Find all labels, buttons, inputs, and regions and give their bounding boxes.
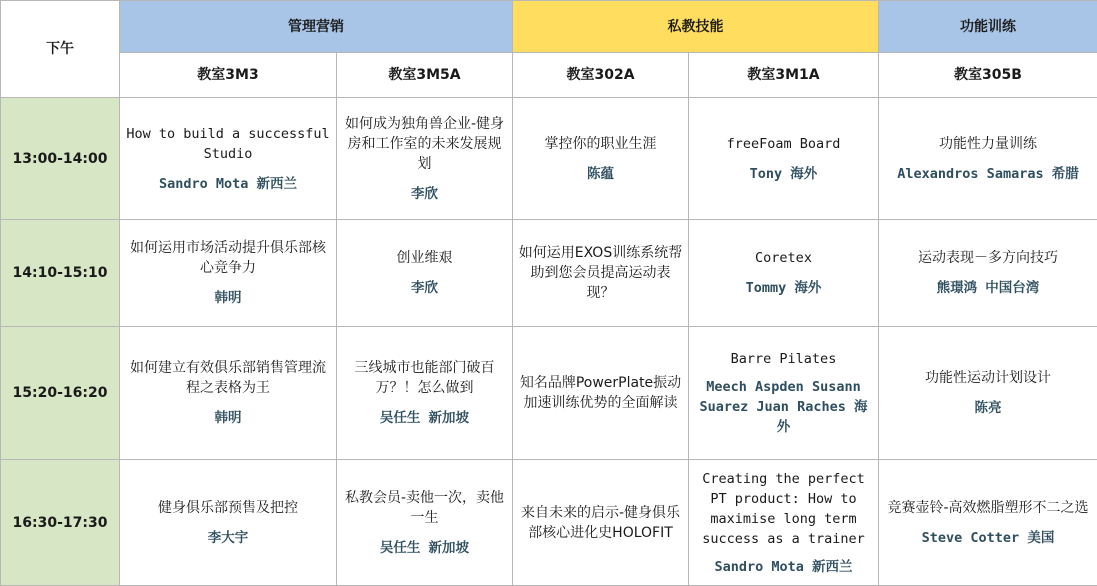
session-title: 知名品牌PowerPlate振动加速训练优势的全面解读 (517, 373, 684, 413)
room-header: 教室3M3 (120, 53, 337, 98)
session-title: 来自未来的启示-健身俱乐部核心进化史HOLOFIT (517, 503, 684, 543)
session-row (1, 220, 1097, 327)
category-management-marketing: 管理营销 (120, 1, 513, 53)
session-speaker: 韩明 (124, 408, 332, 428)
room-row (1, 53, 1097, 98)
session-cell (120, 327, 337, 460)
time-slot: 16:30-17:30 (1, 460, 120, 586)
session-speaker: 熊璟鸿 中国台湾 (883, 278, 1093, 298)
session-cell (689, 98, 879, 220)
time-slot: 15:20-16:20 (1, 327, 120, 460)
session-speaker: 吴任生 新加坡 (341, 538, 508, 558)
session-title: Barre Pilates (693, 349, 874, 369)
category-row (1, 1, 1097, 53)
session-speaker: 陈亮 (883, 398, 1093, 418)
session-speaker: Tony 海外 (693, 164, 874, 184)
session-speaker: Steve Cotter 美国 (883, 528, 1093, 548)
session-cell (337, 327, 513, 460)
afternoon-label: 下午 (1, 1, 120, 98)
session-title: Creating the perfect PT product: How to maximise long term success as a trainer (693, 469, 874, 549)
session-cell (120, 220, 337, 327)
session-title: freeFoam Board (693, 134, 874, 154)
category-pt-skills: 私教技能 (513, 1, 879, 53)
session-speaker: 吴任生 新加坡 (341, 408, 508, 428)
session-row (1, 460, 1097, 586)
session-cell (879, 460, 1097, 586)
session-cell (513, 460, 689, 586)
session-title: 掌控你的职业生涯 (517, 134, 684, 154)
session-cell (337, 98, 513, 220)
session-title: 如何成为独角兽企业-健身房和工作室的未来发展规划 (341, 114, 508, 174)
time-slot: 13:00-14:00 (1, 98, 120, 220)
session-title: 运动表现－多方向技巧 (883, 248, 1093, 268)
time-slot: 14:10-15:10 (1, 220, 120, 327)
session-cell (513, 327, 689, 460)
session-speaker: Tommy 海外 (693, 278, 874, 298)
session-title: Coretex (693, 248, 874, 268)
session-speaker: 韩明 (124, 288, 332, 308)
session-cell (513, 220, 689, 327)
session-cell (337, 460, 513, 586)
session-title: 竞赛壶铃-高效燃脂塑形不二之选 (883, 498, 1093, 518)
session-cell (337, 220, 513, 327)
session-speaker: Sandro Mota 新西兰 (124, 174, 332, 194)
session-speaker: 李欣 (341, 184, 508, 204)
room-header: 教室305B (879, 53, 1097, 98)
session-cell (689, 327, 879, 460)
room-header: 教室3M1A (689, 53, 879, 98)
session-title: 如何运用EXOS训练系统帮助到您会员提高运动表现？ (517, 243, 684, 303)
session-speaker: 李欣 (341, 278, 508, 298)
session-cell (879, 327, 1097, 460)
session-cell (689, 220, 879, 327)
session-cell (120, 98, 337, 220)
session-speaker: Alexandros Samaras 希腊 (883, 164, 1093, 184)
category-functional-training: 功能训练 (879, 1, 1097, 53)
session-cell (879, 98, 1097, 220)
session-cell (689, 460, 879, 586)
session-title: 如何建立有效俱乐部销售管理流程之表格为王 (124, 358, 332, 398)
room-header: 教室302A (513, 53, 689, 98)
session-title: 三线城市也能部门破百万？！怎么做到 (341, 358, 508, 398)
session-speaker: Sandro Mota 新西兰 (693, 557, 874, 577)
session-title: 私教会员-卖他一次，卖他一生 (341, 488, 508, 528)
room-header: 教室3M5A (337, 53, 513, 98)
session-title: 如何运用市场活动提升俱乐部核心竞争力 (124, 238, 332, 278)
session-cell (879, 220, 1097, 327)
session-cell (513, 98, 689, 220)
session-title: How to build a successful Studio (124, 124, 332, 164)
session-title: 创业维艰 (341, 248, 508, 268)
session-title: 健身俱乐部预售及把控 (124, 498, 332, 518)
session-title: 功能性运动计划设计 (883, 368, 1093, 388)
session-speaker: 李大宇 (124, 528, 332, 548)
session-row (1, 98, 1097, 220)
session-title: 功能性力量训练 (883, 134, 1093, 154)
session-speaker: 陈蕴 (517, 164, 684, 184)
session-speaker: Meech Aspden Susann Suarez Juan Raches 海外 (693, 377, 874, 437)
session-row (1, 327, 1097, 460)
session-cell (120, 460, 337, 586)
